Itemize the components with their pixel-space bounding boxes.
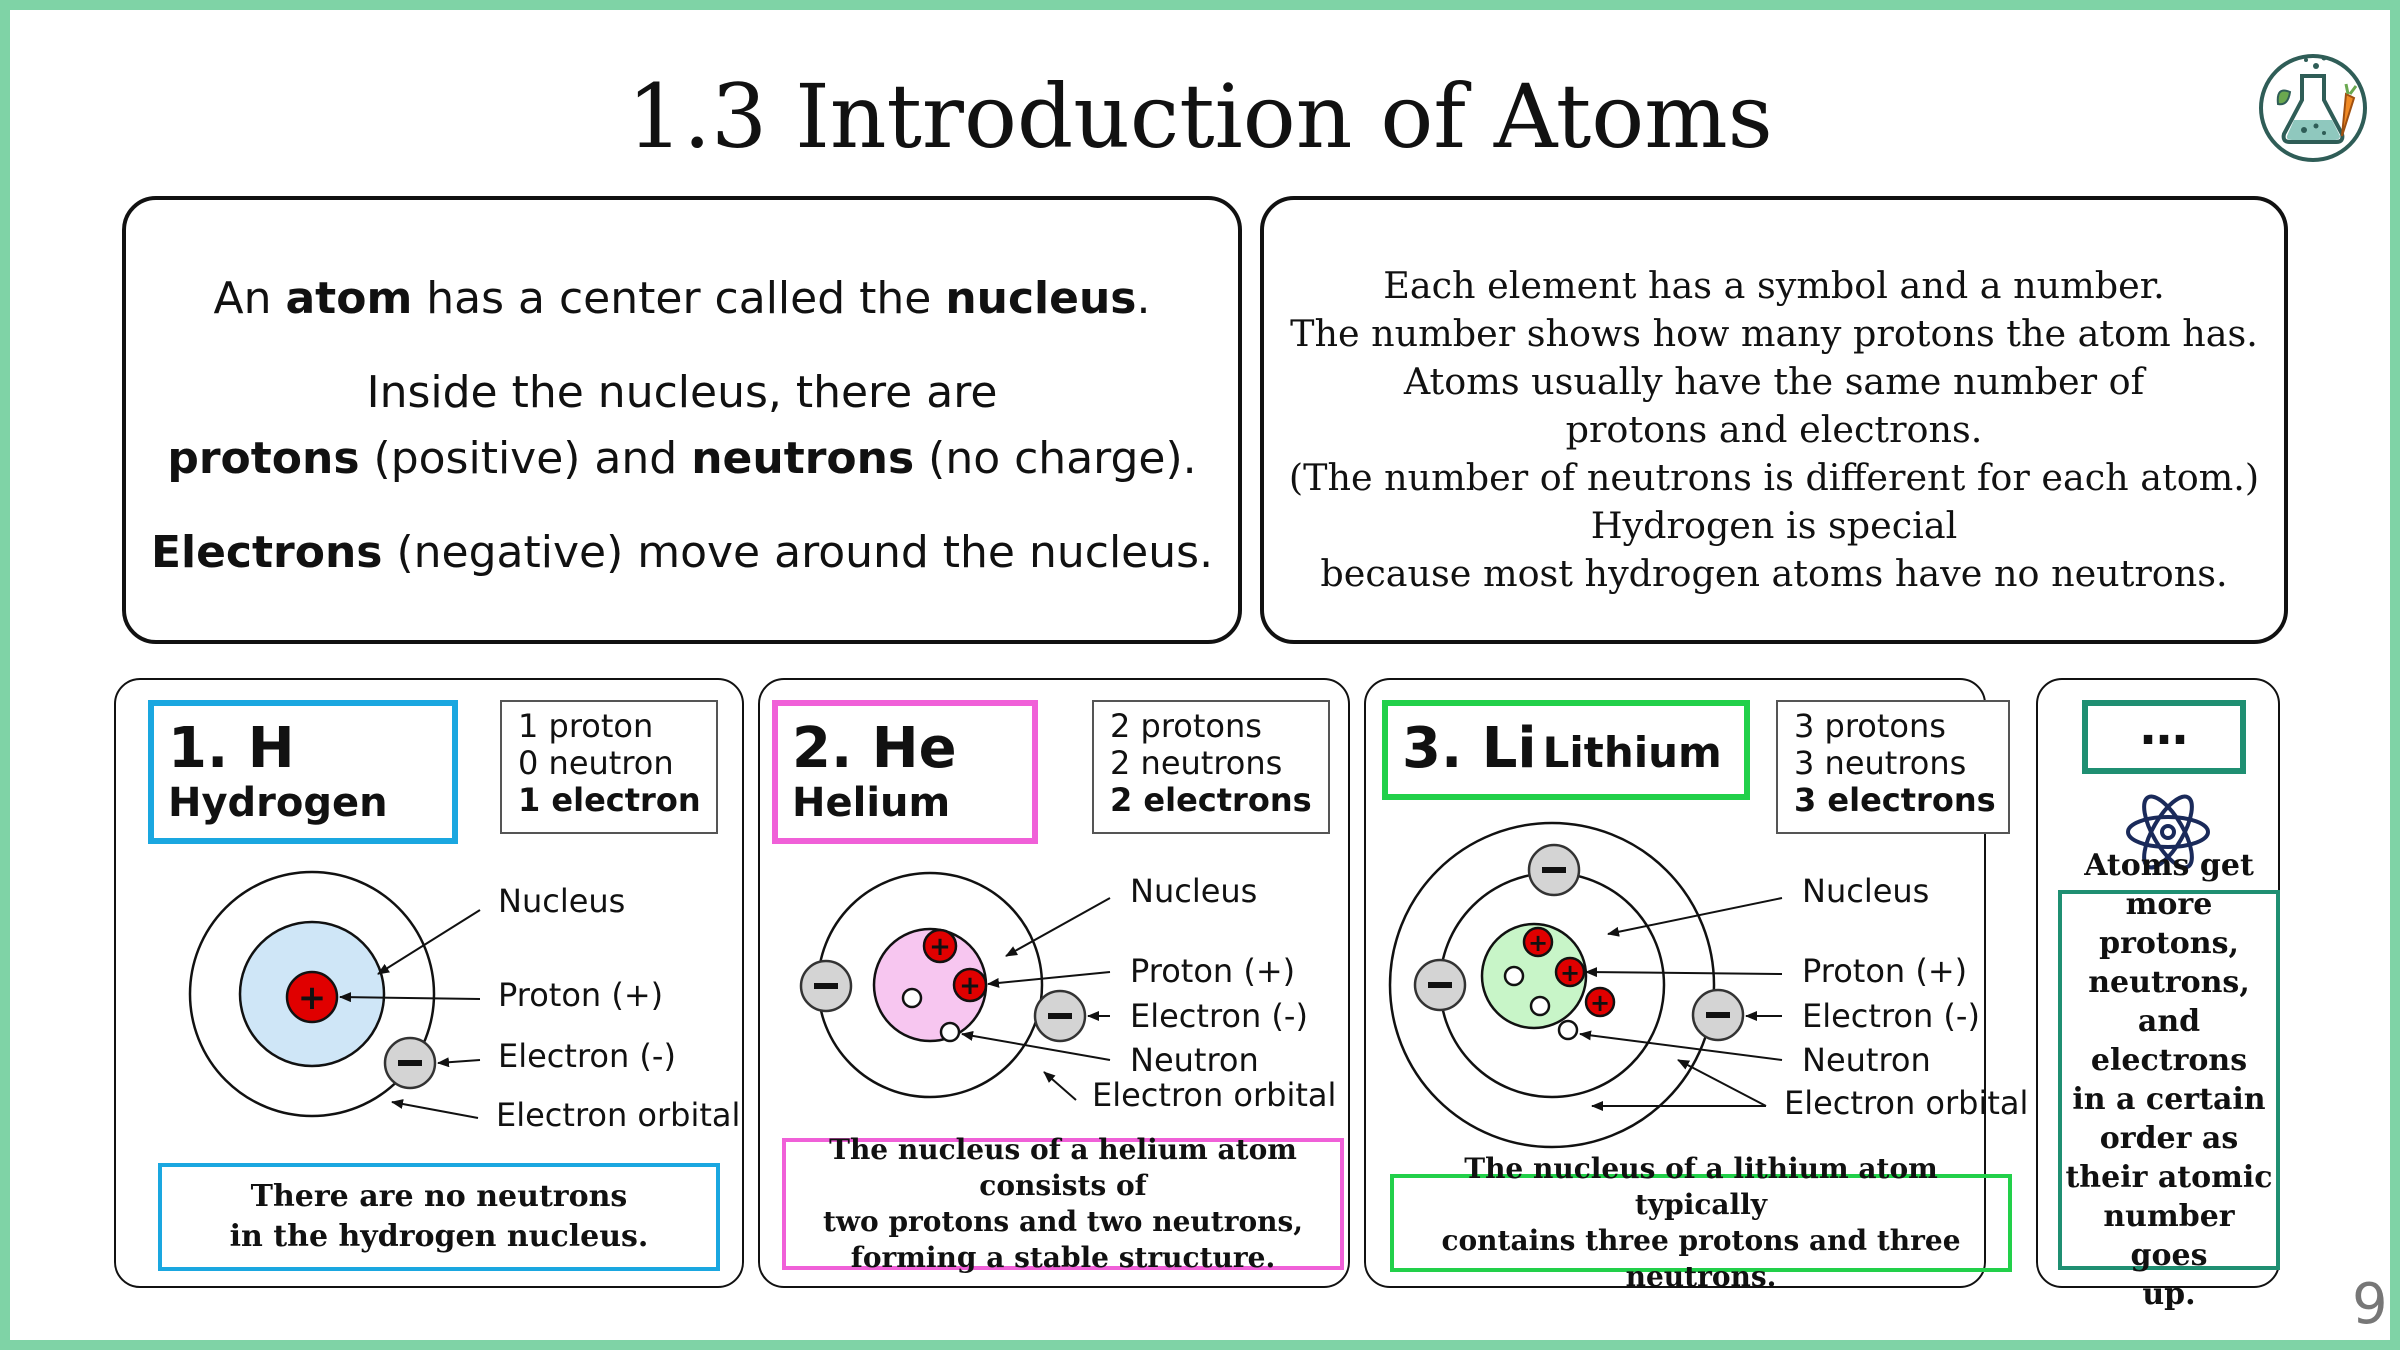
lithium-label-proton: Proton (+) <box>1802 952 1968 990</box>
svg-text:+: + <box>929 932 951 962</box>
helium-label-orbital: Electron orbital <box>1092 1076 1337 1114</box>
helium-caption: The nucleus of a helium atom consists of two protons and two neutrons, forming a stable structure. <box>782 1138 1344 1270</box>
helium-label-electron: Electron (-) <box>1130 997 1308 1035</box>
hydrogen-label-electron: Electron (-) <box>498 1037 676 1075</box>
lithium-symbol: 3. Li Lithium <box>1402 716 1722 781</box>
hydrogen-label-nucleus: Nucleus <box>498 882 626 920</box>
lithium-label-neutron: Neutron <box>1802 1041 1931 1079</box>
page-number: 9 <box>2352 1272 2388 1337</box>
hydrogen-atom-diagram <box>190 872 480 1118</box>
lithium-label-electron: Electron (-) <box>1802 997 1980 1035</box>
helium-label-nucleus: Nucleus <box>1130 872 1258 910</box>
hydrogen-label-orbital: Electron orbital <box>496 1096 741 1134</box>
lithium-label-orbital: Electron orbital <box>1784 1084 2029 1122</box>
hydrogen-caption: There are no neutrons in the hydrogen nucleus. <box>158 1163 720 1271</box>
helium-symbol: 2. He <box>792 716 957 781</box>
lithium-counts: 3 protons 3 neutrons 3 electrons <box>1776 700 2010 834</box>
svg-text:+: + <box>1527 929 1549 957</box>
hydrogen-symbol: 1. H <box>168 716 295 781</box>
lithium-label-nucleus: Nucleus <box>1802 872 1930 910</box>
ellipsis: … <box>2140 700 2188 756</box>
hydrogen-counts: 1 proton 0 neutron 1 electron <box>500 700 718 834</box>
more-elements-caption: Atoms get more protons, neutrons, and electrons in a certain order as their atomic number goes up. <box>2058 890 2280 1270</box>
hydrogen-label-proton: Proton (+) <box>498 976 664 1014</box>
lithium-caption: The nucleus of a lithium atom typically contains three protons and three neutrons. <box>1390 1174 2012 1272</box>
svg-text:+: + <box>1559 959 1581 987</box>
lithium-atom-diagram <box>1390 823 1782 1147</box>
helium-label-proton: Proton (+) <box>1130 952 1296 990</box>
helium-atom-diagram <box>801 873 1110 1100</box>
svg-text:+: + <box>959 971 981 1001</box>
hydrogen-name: Hydrogen <box>168 780 388 826</box>
element-info-text: Each element has a symbol and a number. The number shows how many protons the atom has. Atoms usually have the same number of protons and electrons. (The number of neutrons is different for each atom.) Hydrogen is special because most hydrogen atoms have no neutrons. <box>1288 264 2260 595</box>
svg-text:+: + <box>1589 989 1611 1017</box>
atom-intro-text: An atom has a center called the nucleus. Inside the nucleus, there are protons (positive) and neutrons (no charge). Electrons (negative) move around the nucleus. <box>150 273 1214 578</box>
helium-name: Helium <box>792 780 951 826</box>
helium-counts: 2 protons 2 neutrons 2 electrons <box>1092 700 1330 834</box>
svg-text:+: + <box>297 978 327 1018</box>
page-title: 1.3 Introduction of Atoms <box>627 65 1773 168</box>
helium-label-neutron: Neutron <box>1130 1041 1259 1079</box>
